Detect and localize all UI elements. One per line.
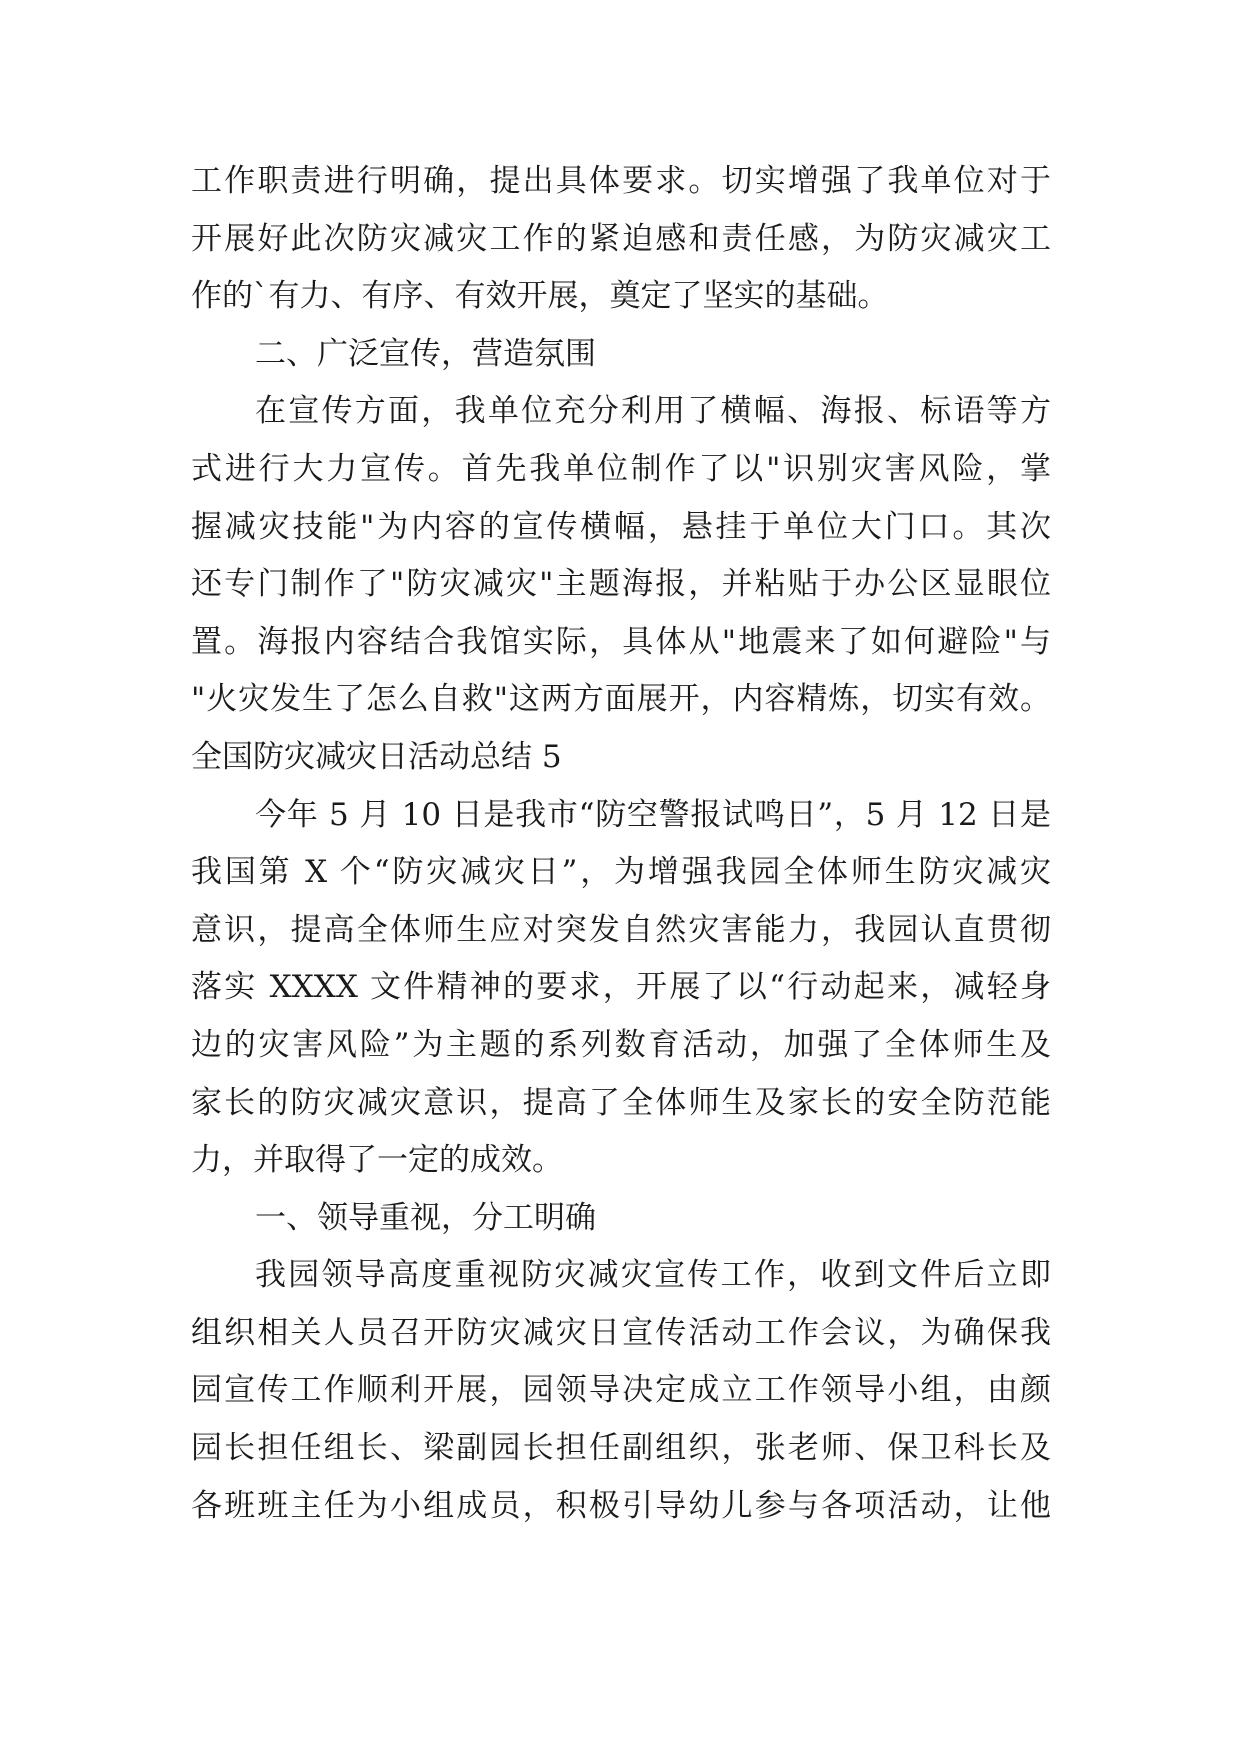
article-title: 全国防灾减灾日活动总结 5 (191, 738, 562, 775)
text-line: 园长担任组长、梁副园长担任副组织，张老师、保卫科长及 (191, 1430, 1051, 1467)
body-text (191, 153, 1051, 1535)
text-line: 工作职责进行明确，提出具体要求。切实增强了我单位对于 (191, 163, 1051, 199)
text-line: 式进行大力宣传。首先我单位制作了以"识别灾害风险，掌 (191, 450, 1051, 487)
text-line: 边的灾害风险”为主题的系列数育活动，加强了全体师生及 (191, 1026, 1051, 1063)
text-line: 握减灾技能"为内容的宣传横幅，悬挂于单位大门口。其次 (191, 508, 1051, 545)
text-line: 家长的防灾减灾意识，提高了全体师生及家长的安全防范能 (191, 1084, 1051, 1121)
section-heading: 二、广泛宣传，营造氛围 (255, 335, 596, 372)
text-line: "火灾发生了怎么自救"这两方面展开，内容精炼，切实有效。 (191, 681, 1051, 718)
text-line: 组织相关人员召开防灾减灾日宣传活动工作会议，为确保我 (191, 1314, 1051, 1351)
text-line: 意识，提高全体师生应对突发自然灾害能力，我园认直贯彻 (191, 911, 1051, 948)
text-line: 力，并取得了一定的成效。 (191, 1142, 563, 1179)
text-line: 我园领导高度重视防灾减灾宣传工作，收到文件后立即 (255, 1257, 1051, 1294)
text-line: 今年 5 月 10 日是我市“防空警报试鸣日”，5 月 12 日是 (255, 796, 1051, 833)
text-line: 各班班主任为小组成员，积极引导幼儿参与各项活动，让他 (191, 1487, 1051, 1524)
text-line: 落实 XXXX 文件精神的要求，开展了以“行动起来，减轻身 (191, 969, 1051, 1006)
text-line: 开展好此次防灾减灾工作的紧迫感和责任感，为防灾减灾工 (191, 220, 1051, 257)
text-line: 置。海报内容结合我馆实际，具体从"地震来了如何避险"与 (191, 623, 1051, 660)
text-line: 作的`有力、有序、有效开展，奠定了坚实的基础。 (191, 278, 889, 315)
text-line: 园宣传工作顺利开展，园领导决定成立工作领导小组，由颜 (191, 1372, 1051, 1409)
text-line: 还专门制作了"防灾减灾"主题海报，并粘贴于办公区显眼位 (191, 566, 1051, 603)
section-heading: 一、领导重视，分工明确 (255, 1199, 596, 1236)
text-line: 在宣传方面，我单位充分利用了横幅、海报、标语等方 (255, 393, 1051, 430)
text-line: 我国第 X 个“防灾减灾日”，为增强我园全体师生防灾减灾 (191, 854, 1051, 891)
